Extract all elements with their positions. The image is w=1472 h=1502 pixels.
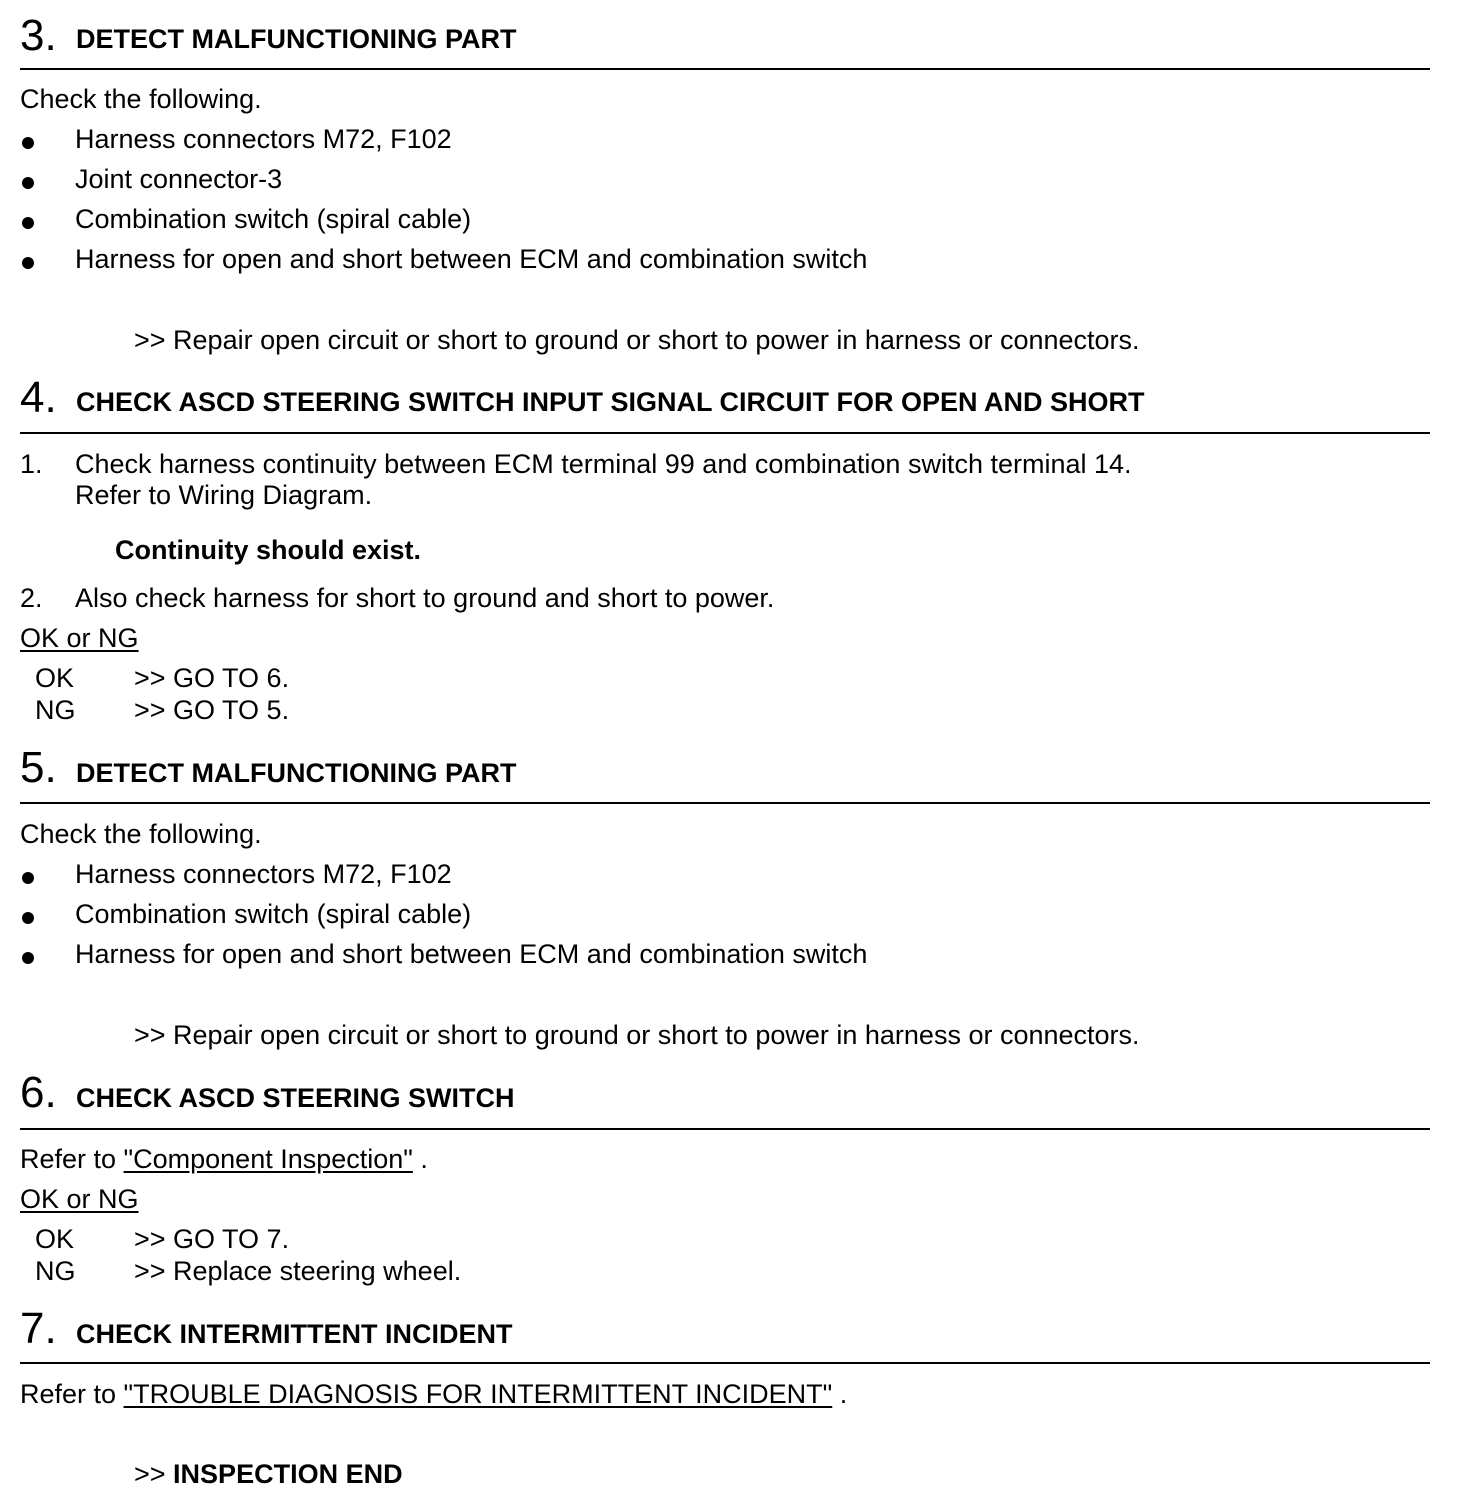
step-4-item-2-number: 2. <box>20 583 43 613</box>
step-3-divider <box>20 68 1430 70</box>
step-4-title: CHECK ASCD STEERING SWITCH INPUT SIGNAL CIRCUIT FOR OPEN AND SHORT <box>76 387 1145 417</box>
step-4-item-2-text: Also check harness for short to ground and short to power. <box>75 583 775 613</box>
step-7-refer-prefix: Refer to <box>20 1379 124 1409</box>
step-6-refer-line <box>20 1144 428 1174</box>
bullet-icon <box>22 217 34 229</box>
step-4-ok-action: >> GO TO 6. <box>134 663 290 693</box>
step-4-divider <box>20 432 1430 434</box>
step-4-number: 4. <box>20 373 57 422</box>
step-6-ng-label: NG <box>35 1256 76 1286</box>
inspection-end-prefix: >> <box>134 1459 174 1489</box>
step-5-bullet-2: Combination switch (spiral cable) <box>75 899 472 929</box>
bullet-icon <box>22 257 34 269</box>
step-3-bullet-3: Combination switch (spiral cable) <box>75 204 472 234</box>
step-3-result: >> Repair open circuit or short to ground or short to power in harness or connectors. <box>134 325 1140 355</box>
step-5-title: DETECT MALFUNCTIONING PART <box>76 758 517 788</box>
step-6-number: 6. <box>20 1068 57 1117</box>
step-3-number: 3. <box>20 11 57 60</box>
step-4-item-1-subtext: Refer to Wiring Diagram. <box>75 480 373 510</box>
step-6-ok-action: >> GO TO 7. <box>134 1224 290 1254</box>
trouble-diagnosis-link[interactable]: "TROUBLE DIAGNOSIS FOR INTERMITTENT INCIDENT" <box>123 1379 833 1409</box>
step-7-divider <box>20 1362 1430 1364</box>
step-6-ok-ng-heading: OK or NG <box>20 1184 139 1214</box>
step-6-refer-suffix: . <box>412 1144 428 1174</box>
step-4-ng-action: >> GO TO 5. <box>134 695 290 725</box>
inspection-end-text: INSPECTION END <box>173 1459 403 1489</box>
step-4-item-1-text: Check harness continuity between ECM terminal 99 and combination switch terminal 14. <box>75 449 1132 479</box>
step-3-bullet-2: Joint connector-3 <box>75 164 283 194</box>
bullet-icon <box>22 912 34 924</box>
step-6-ok-label: OK <box>35 1224 75 1254</box>
step-7-refer-line <box>20 1379 847 1409</box>
step-7-title: CHECK INTERMITTENT INCIDENT <box>76 1319 513 1349</box>
step-6-refer-prefix: Refer to <box>20 1144 124 1174</box>
step-3-title: DETECT MALFUNCTIONING PART <box>76 24 517 54</box>
step-6-title: CHECK ASCD STEERING SWITCH <box>76 1083 515 1113</box>
component-inspection-link[interactable]: "Component Inspection" <box>123 1144 413 1174</box>
step-3-bullet-1: Harness connectors M72, F102 <box>75 124 452 154</box>
step-5-bullet-3: Harness for open and short between ECM and combination switch <box>75 939 868 969</box>
step-5-intro: Check the following. <box>20 819 262 849</box>
step-5-number: 5. <box>20 743 57 792</box>
bullet-icon <box>22 177 34 189</box>
step-6-ng-action: >> Replace steering wheel. <box>134 1256 462 1286</box>
step-4-ng-label: NG <box>35 695 76 725</box>
step-5-bullet-1: Harness connectors M72, F102 <box>75 859 452 889</box>
inspection-end-line <box>134 1459 403 1489</box>
step-5-divider <box>20 802 1430 804</box>
step-5-result: >> Repair open circuit or short to ground or short to power in harness or connectors. <box>134 1020 1140 1050</box>
step-6-divider <box>20 1128 1430 1130</box>
bullet-icon <box>22 137 34 149</box>
step-4-item-1-number: 1. <box>20 449 43 479</box>
step-7-refer-suffix: . <box>832 1379 848 1409</box>
bullet-icon <box>22 952 34 964</box>
step-3-bullet-4: Harness for open and short between ECM and combination switch <box>75 244 868 274</box>
step-4-ok-ng-heading: OK or NG <box>20 623 139 653</box>
bullet-icon <box>22 872 34 884</box>
step-3-intro: Check the following. <box>20 84 262 114</box>
step-7-number: 7. <box>20 1304 57 1353</box>
step-4-ok-label: OK <box>35 663 75 693</box>
step-4-spec: Continuity should exist. <box>115 535 422 565</box>
